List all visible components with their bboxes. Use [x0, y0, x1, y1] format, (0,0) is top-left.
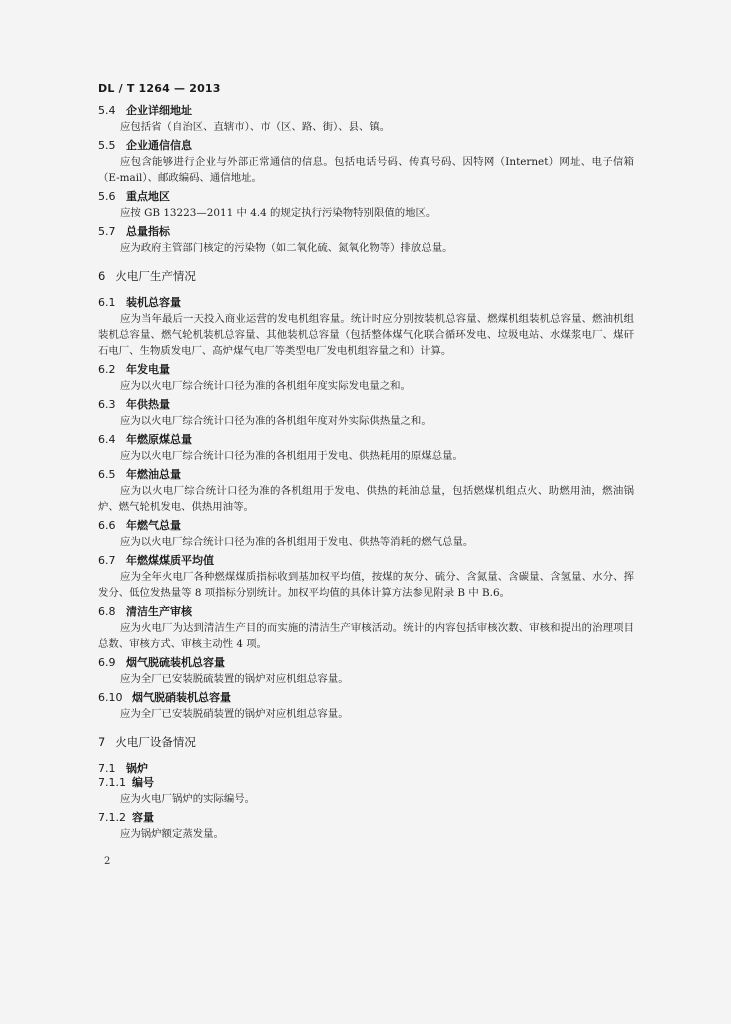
- page-number: 2: [104, 856, 111, 867]
- heading-number: 5.5: [98, 139, 116, 152]
- heading-number: 7.1.2: [98, 811, 126, 824]
- section-title: 火电厂生产情况: [115, 269, 196, 283]
- heading-7-1-1: [98, 776, 634, 790]
- heading-6-3: [98, 398, 634, 412]
- paragraph-5-4: 应包括省（自治区、直辖市）、市（区、路、街）、县、镇。: [120, 121, 391, 133]
- heading-title: 编号: [132, 776, 154, 789]
- paragraph-5-5: 应包含能够进行企业与外部正常通信的信息。包括电话号码、传真号码、因特网（Internet）网址、电子信箱（E-mail）、邮政编码、通信地址。: [98, 156, 634, 184]
- heading-title: 容量: [132, 811, 154, 824]
- section-heading-6: [98, 268, 634, 284]
- heading-title: 烟气脱硝装机总容量: [132, 691, 231, 704]
- heading-5-4: [98, 104, 634, 118]
- heading-number: 6.2: [98, 363, 116, 376]
- heading-title: 年燃气总量: [126, 519, 181, 532]
- heading-title: 清洁生产审核: [126, 605, 192, 618]
- section-number: 6: [98, 269, 106, 283]
- heading-6-9: [98, 656, 634, 670]
- page-content: [98, 104, 634, 846]
- paragraph-6-4: 应为以火电厂综合统计口径为准的各机组用于发电、供热耗用的原煤总量。: [120, 450, 463, 462]
- section-number: 7: [98, 735, 106, 749]
- paragraph-7-1-2: 应为锅炉额定蒸发量。: [120, 828, 224, 840]
- heading-title: 年燃煤煤质平均值: [126, 554, 214, 567]
- heading-6-7: [98, 554, 634, 568]
- heading-number: 5.7: [98, 225, 116, 238]
- section-title: 火电厂设备情况: [115, 735, 196, 749]
- heading-number: 5.6: [98, 190, 116, 203]
- paragraph-6-6: 应为以火电厂综合统计口径为准的各机组用于发电、供热等消耗的燃气总量。: [120, 536, 474, 548]
- heading-6-4: [98, 433, 634, 447]
- heading-5-6: [98, 190, 634, 204]
- heading-number: 6.3: [98, 398, 116, 411]
- heading-number: 6.10: [98, 691, 123, 704]
- heading-7-1-2: [98, 811, 634, 825]
- heading-title: 烟气脱硫装机总容量: [126, 656, 225, 669]
- standard-header: DL / T 1264 — 2013: [98, 82, 221, 95]
- heading-6-5: [98, 468, 634, 482]
- section-heading-7: [98, 734, 634, 750]
- paragraph-6-7: 应为全年火电厂各种燃煤煤质指标收到基加权平均值，按煤的灰分、硫分、含氮量、含碳量、含氢量、水分、挥发分、低位发热量等 8 项指标分别统计。加权平均值的具体计算方法参见附录 B 中 B.6。: [98, 571, 634, 599]
- heading-6-2: [98, 363, 634, 377]
- heading-title: 装机总容量: [126, 296, 181, 309]
- heading-title: 重点地区: [126, 190, 170, 203]
- paragraph-6-3: 应为以火电厂综合统计口径为准的各机组年度对外实际供热量之和。: [120, 415, 432, 427]
- heading-6-6: [98, 519, 634, 533]
- paragraph-6-1: 应为当年最后一天投入商业运营的发电机组容量。统计时应分别按装机总容量、燃煤机组装机总容量、燃油机组装机总容量、燃气轮机装机总容量、其他装机总容量（包括整体煤气化联合循环发电、垃圾电站、水煤浆电厂、煤矸石电厂、生物质发电厂、高炉煤气电厂等类型电厂发电机组容量之和）计算。: [98, 313, 634, 357]
- heading-number: 6.5: [98, 468, 116, 481]
- paragraph-5-7: 应为政府主管部门核定的污染物（如二氧化硫、氮氧化物等）排放总量。: [120, 242, 453, 254]
- heading-5-7: [98, 225, 634, 239]
- heading-6-8: [98, 605, 634, 619]
- heading-title: 年发电量: [126, 363, 170, 376]
- paragraph-6-5: 应为以火电厂综合统计口径为准的各机组用于发电、供热的耗油总量，包括燃煤机组点火、助燃用油，燃油锅炉、燃气轮机发电、供热用油等。: [98, 485, 634, 513]
- heading-6-10: [98, 691, 634, 705]
- heading-number: 5.4: [98, 104, 116, 117]
- paragraph-5-6: 应按 GB 13223—2011 中 4.4 的规定执行污染物特别限值的地区。: [120, 207, 437, 219]
- heading-title: 总量指标: [126, 225, 170, 238]
- heading-number: 6.7: [98, 554, 116, 567]
- paragraph-6-10: 应为全厂已安装脱硝装置的锅炉对应机组总容量。: [120, 708, 349, 720]
- heading-number: 6.9: [98, 656, 116, 669]
- heading-7-1: [98, 762, 634, 776]
- heading-number: 6.8: [98, 605, 116, 618]
- paragraph-6-9: 应为全厂已安装脱硫装置的锅炉对应机组总容量。: [120, 673, 349, 685]
- heading-title: 年燃油总量: [126, 468, 181, 481]
- heading-number: 6.4: [98, 433, 116, 446]
- paragraph-7-1-1: 应为火电厂锅炉的实际编号。: [120, 793, 256, 805]
- heading-title: 年燃原煤总量: [126, 433, 192, 446]
- heading-number: 7.1.1: [98, 776, 126, 789]
- paragraph-6-2: 应为以火电厂综合统计口径为准的各机组年度实际发电量之和。: [120, 380, 411, 392]
- heading-title: 年供热量: [126, 398, 170, 411]
- heading-number: 6.6: [98, 519, 116, 532]
- heading-6-1: [98, 296, 634, 310]
- paragraph-6-8: 应为火电厂为达到清洁生产目的而实施的清洁生产审核活动。统计的内容包括审核次数、审核和提出的治理项目总数、审核方式、审核主动性 4 项。: [98, 622, 634, 650]
- heading-5-5: [98, 139, 634, 153]
- heading-title: 锅炉: [126, 762, 148, 775]
- heading-title: 企业详细地址: [126, 104, 192, 117]
- heading-number: 7.1: [98, 762, 116, 775]
- heading-number: 6.1: [98, 296, 116, 309]
- heading-title: 企业通信信息: [126, 139, 192, 152]
